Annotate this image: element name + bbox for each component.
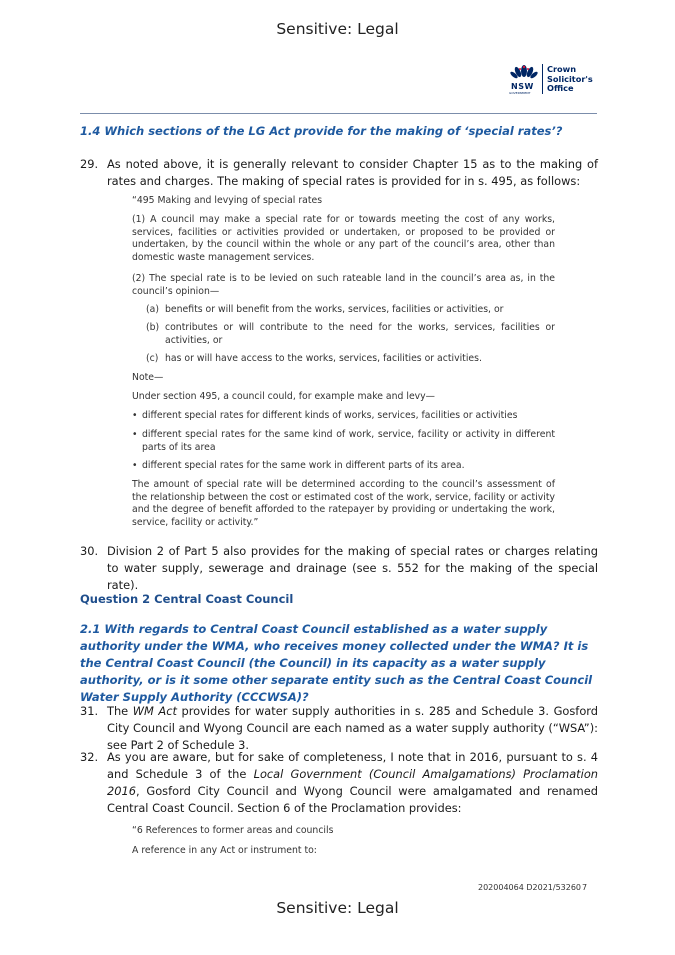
- classification-header: Sensitive: Legal: [276, 20, 399, 38]
- page-number: 7: [582, 883, 588, 892]
- paragraph-number: 32.: [80, 750, 99, 764]
- quote-item-b: (b) contributes or will contribute to the need for the works, services, facilities or activities, or: [146, 322, 555, 346]
- quote-note-intro: Under section 495, a council could, for example make and levy—: [132, 391, 435, 402]
- logo-govt-text: GOVERNMENT: [509, 91, 531, 95]
- quote-bullet-1: • different special rates for different kinds of works, services, facilities or activities: [132, 410, 518, 421]
- quote-heading-6: “6 References to former areas and councils: [132, 825, 334, 836]
- classification-footer: Sensitive: Legal: [276, 899, 399, 917]
- quote-subsection-1: (1) A council may make a special rate for or towards meeting the cost of any works, services, facilities or activities provided or undertaken, or proposed to be provided or undertaken, by the council within the whole or any part of the council’s area, other than domestic waste management services.: [132, 214, 555, 263]
- paragraph-text: Division 2 of Part 5 also provides for the making of special rates or charges relating to water supply, sewerage and drainage (see s. 552 for the making of the special rate).: [107, 544, 598, 592]
- footer-reference: 202004064 D2021/53260: [478, 883, 582, 892]
- quote-6-line: A reference in any Act or instrument to:: [132, 845, 317, 856]
- header-rule: [80, 113, 597, 114]
- paragraph-text: The WM Act provides for water supply authorities in s. 285 and Schedule 3. Gosford City Council and Wyong Council are each named as a water supply authority (“WSA”): see Part 2 of Schedule 3.: [107, 704, 598, 752]
- paragraph-number: 29.: [80, 157, 99, 171]
- paragraph-text: As noted above, it is generally relevant to consider Chapter 15 as to the making of rates and charges. The making of special rates is provided for in s. 495, as follows:: [107, 157, 598, 188]
- quote-closing: The amount of special rate will be determined according to the council’s assessment of the relationship between the cost or estimated cost of the work, service, facility or activity and the degree of benefit afforded to the ratepayer by providing or undertaking the work, service, facility or activity.”: [132, 479, 555, 528]
- logo-nsw-text: NSW: [511, 82, 534, 91]
- logo-org-name: Crown Solicitor's Office: [547, 64, 593, 93]
- quote-bullet-2: • different special rates for the same kind of work, service, facility or activity in different parts of its area: [132, 429, 555, 453]
- paragraph-number: 31.: [80, 704, 99, 718]
- quote-item-a: (a) benefits or will benefit from the works, services, facilities or activities, or: [146, 304, 504, 315]
- quote-item-c: (c) has or will have access to the works, services, facilities or activities.: [146, 353, 482, 364]
- quote-subsection-2: (2) The special rate is to be levied on such rateable land in the council’s area as, in the council’s opinion—: [132, 273, 555, 297]
- logo-divider: [542, 64, 543, 94]
- paragraph-number: 30.: [80, 544, 99, 558]
- paragraph-text: As you are aware, but for sake of completeness, I note that in 2016, pursuant to s. 4 and Schedule 3 of the Local Government (Council Amalgamations) Proclamation 2016, Gosford City Council and Wyong Council were amalgamated and renamed Central Coast Council. Section 6 of the Proclamation provides:: [107, 750, 599, 815]
- quote-note-label: Note—: [132, 372, 164, 383]
- section-heading-1-4: 1.4 Which sections of the LG Act provide for the making of ‘special rates’?: [80, 124, 563, 138]
- quote-bullet-3: • different special rates for the same work in different parts of its area.: [132, 460, 465, 471]
- crown-solicitors-office-logo: [508, 62, 600, 96]
- question-2-heading: Question 2 Central Coast Council: [80, 592, 294, 606]
- quote-heading-495: “495 Making and levying of special rates: [132, 195, 323, 206]
- section-heading-2-1: 2.1 With regards to Central Coast Council established as a water supply authority under the WMA, who receives money collected under the WMA? It is the Central Coast Council (the Council) in its capacity as a water supply authority, or is it some other separate entity such as the Central Coast Council Water Supply Authority (CCCWSA)?: [80, 622, 593, 704]
